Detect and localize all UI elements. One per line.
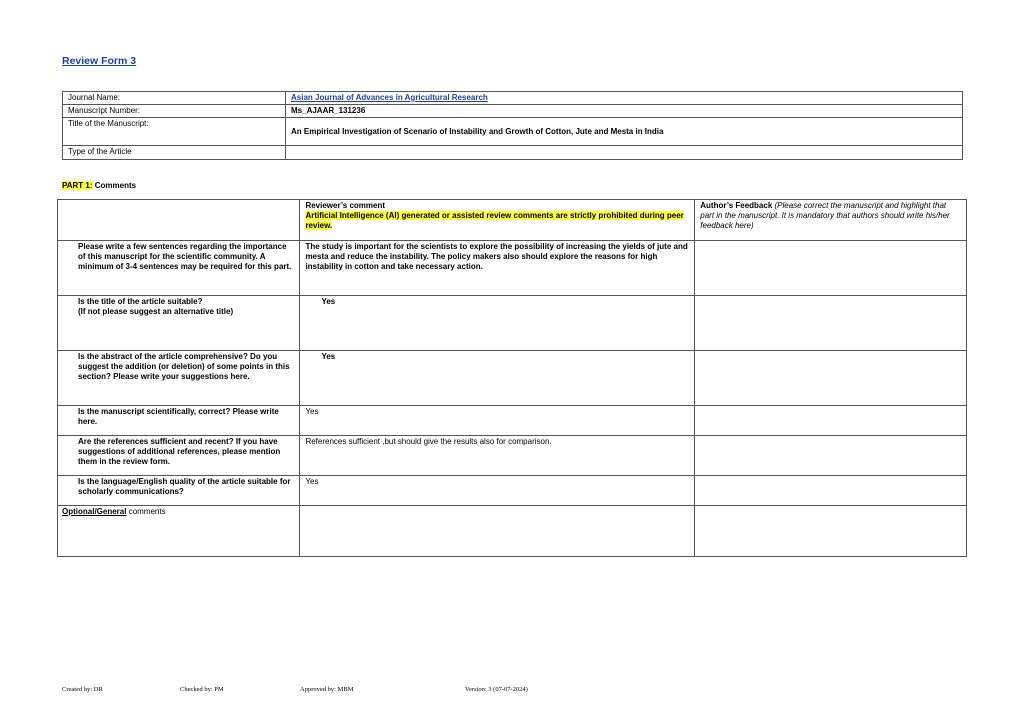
manuscript-info-table [62,91,963,160]
comment-abstract[interactable]: Yes [321,352,336,361]
manuscript-title-label: Title of the Manuscript: [63,118,286,146]
optional-comments-label [58,506,300,557]
reviewer-comment-title: Reviewer’s comment [305,201,386,210]
footer-version: Version: 3 (07-07-2024) [465,686,528,693]
question-title-suitable: Is the title of the article suitable? (If not please suggest an alternative title) [58,296,300,351]
article-type-value [286,146,963,160]
author-feedback-title: Author’s Feedback [700,201,773,210]
optional-general-label: Optional/General [62,507,127,516]
question-scientific: Is the manuscript scientifically, correct? Please write here. [58,406,300,436]
comment-optional[interactable] [300,506,695,557]
feedback-abstract[interactable] [695,351,967,406]
question-abstract: Is the abstract of the article comprehensive? Do you suggest the addition (or deletion) of some points in this section? Please write your suggestions here. [58,351,300,406]
comment-scientific[interactable]: Yes [300,406,695,436]
manuscript-number-label: Manuscript Number: [63,105,286,118]
header-blank-cell [58,200,300,241]
manuscript-title-value: An Empirical Investigation of Scenario of Instability and Growth of Cotton, Jute and Mesta in India [286,118,963,146]
question-language: Is the language/English quality of the article suitable for scholarly communications? [58,476,300,506]
feedback-language[interactable] [695,476,967,506]
manuscript-number-value: Ms_AJAAR_131236 [286,105,963,118]
comment-language[interactable]: Yes [300,476,695,506]
author-feedback-note: (Please correct the manuscript and highlight that part in the manuscript. It is mandatory that authors should write his/her feedback here) [700,201,950,230]
optional-comments-suffix: comments [126,507,166,516]
feedback-optional[interactable] [695,506,967,557]
comment-title-suitable[interactable]: Yes [321,297,336,306]
feedback-references[interactable] [695,436,967,476]
reviewer-comment-header [300,200,695,241]
ai-prohibition-note: Artificial Intelligence (AI) generated or assisted review comments are strictly prohibited during peer review. [305,211,684,230]
question-importance: Please write a few sentences regarding the importance of this manuscript for the scientific community. A minimum of 3-4 sentences may be required for this part. [58,241,300,296]
question-references: Are the references sufficient and recent? If you have suggestions of additional references, please mention them in the review form. [58,436,300,476]
review-comments-table [57,199,967,557]
journal-name-link[interactable]: Asian Journal of Advances in Agricultural Research [291,93,488,102]
journal-name-label: Journal Name: [63,92,286,105]
part-1-label: Comments [92,181,137,190]
part-1-prefix: PART 1: [62,181,93,190]
feedback-title-suitable[interactable] [695,296,967,351]
comment-references[interactable]: References sufficient ,but should give the results also for comparison. [300,436,695,476]
part-1-heading [62,181,136,190]
form-title: Review Form 3 [62,55,137,67]
author-feedback-header [695,200,967,241]
feedback-importance[interactable] [695,241,967,296]
footer-checked-by: Checked by: PM [180,686,224,693]
footer-created-by: Created by: DR [62,686,103,693]
article-type-label: Type of the Article [63,146,286,160]
footer-approved-by: Approved by: MBM [300,686,354,693]
comment-importance[interactable]: The study is important for the scientists to explore the possibility of increasing the yields of jute and mesta and reduce the instability. The policy makers also should explore the reasons for high instability in cotton and take necessary action. [300,241,695,296]
feedback-scientific[interactable] [695,406,967,436]
